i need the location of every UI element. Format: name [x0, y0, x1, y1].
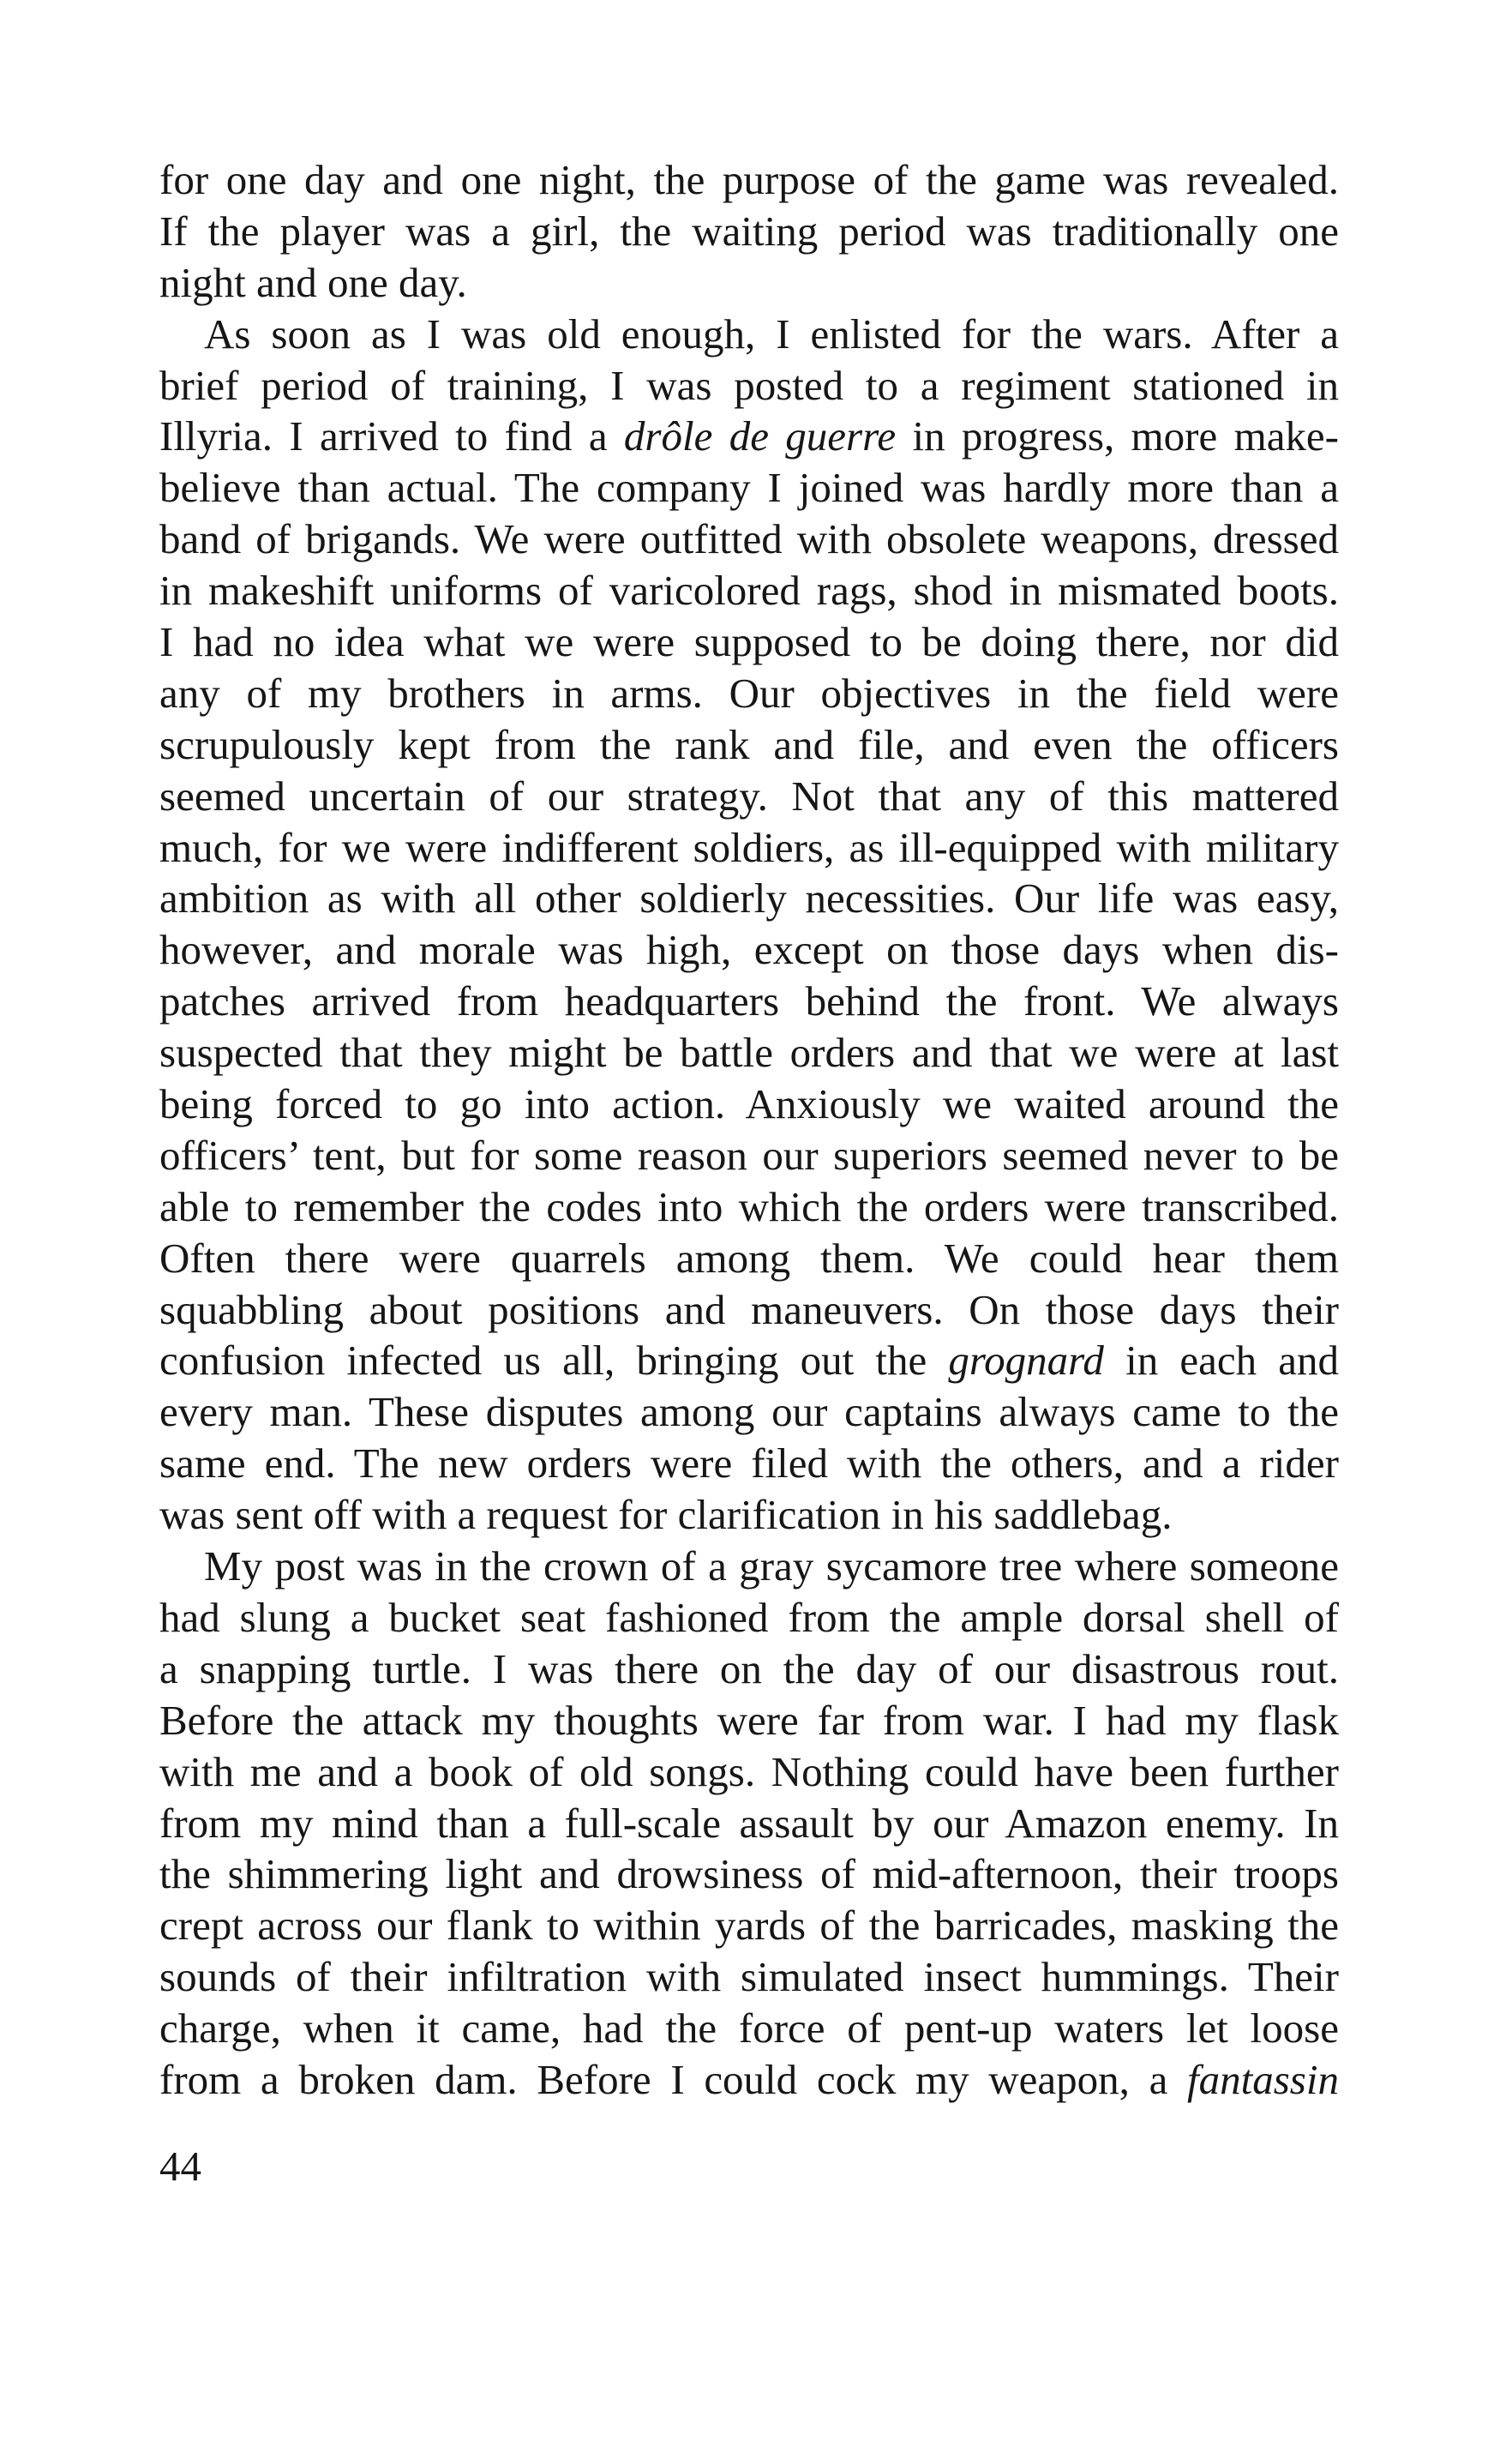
paragraph — [159, 1541, 1339, 2106]
text-line: much, for we were indifferent soldiers, as ill-equipped with military — [159, 823, 1339, 871]
text-line — [159, 411, 1339, 462]
text-line: believe than actual. The company I joined was hardly more than a — [159, 464, 1339, 512]
text-line: however, and morale was high, except on those days when dis- — [159, 926, 1339, 974]
italic-phrase: fantassin — [1187, 2055, 1339, 2103]
text-line: Before the attack my thoughts were far from war. I had my flask — [159, 1696, 1339, 1744]
text-line: had slung a bucket seat fashioned from the ample dorsal shell of — [159, 1593, 1339, 1641]
text-line: ambition as with all other soldierly necessities. Our life was easy, — [159, 874, 1339, 922]
text-line: the shimmering light and drowsiness of mid-afternoon, their troops — [159, 1850, 1339, 1898]
text-line: If the player was a girl, the waiting period was traditionally one — [159, 207, 1339, 255]
text-line: with me and a book of old songs. Nothing could have been further — [159, 1747, 1339, 1795]
italic-phrase: grognard — [948, 1337, 1104, 1385]
text-segment: in progress, more make- — [896, 412, 1340, 460]
text-line: scrupulously kept from the rank and file, and even the officers — [159, 720, 1339, 768]
italic-phrase: drôle de guerre — [623, 412, 897, 460]
text-line: a snapping turtle. I was there on the day of our disastrous rout. — [159, 1644, 1339, 1692]
text-line — [159, 1335, 1339, 1386]
text-line: from my mind than a full-scale assault by our Amazon enemy. In — [159, 1799, 1339, 1847]
text-line: for one day and one night, the purpose of the game was revealed. — [159, 156, 1339, 203]
text-line: suspected that they might be battle orders and that we were at last — [159, 1029, 1339, 1077]
text-line: band of brigands. We were outfitted with obsolete weapons, dressed — [159, 515, 1339, 563]
text-segment: Illyria. I arrived to find a — [159, 412, 624, 460]
text-line: seemed uncertain of our strategy. Not that any of this mattered — [159, 772, 1339, 820]
paragraph — [159, 309, 1339, 1541]
text-line: sounds of their infiltration with simulated insect hummings. Their — [159, 1953, 1339, 2001]
text-line: any of my brothers in arms. Our objectives in the field were — [159, 669, 1339, 717]
page-number: 44 — [159, 2142, 201, 2190]
text-line: in makeshift uniforms of varicolored rags, shod in mismated boots. — [159, 567, 1339, 615]
text-line: As soon as I was old enough, I enlisted for the wars. After a — [204, 310, 1339, 358]
text-segment: confusion infected us all, bringing out the — [159, 1337, 949, 1385]
text-line: crept across our flank to within yards of the barricades, masking the — [159, 1902, 1339, 1950]
text-line: charge, when it came, had the force of pent-up waters let loose — [159, 2004, 1339, 2052]
text-line: same end. The new orders were filed with the others, and a rider — [159, 1439, 1339, 1487]
text-line: Often there were quarrels among them. We could hear them — [159, 1234, 1339, 1282]
text-line: My post was in the crown of a gray sycamore tree where someone — [204, 1542, 1339, 1590]
body-text — [159, 154, 1339, 2106]
text-line: being forced to go into action. Anxiously we waited around the — [159, 1080, 1339, 1128]
text-line: able to remember the codes into which the orders were transcribed. — [159, 1182, 1339, 1230]
paragraph — [159, 154, 1339, 309]
text-line: patches arrived from headquarters behind the front. We always — [159, 977, 1339, 1025]
text-line: night and one day. — [159, 258, 467, 306]
text-line: squabbling about positions and maneuvers. On those days their — [159, 1285, 1339, 1333]
text-line: every man. These disputes among our captains always came to the — [159, 1388, 1339, 1436]
text-segment: from a broken dam. Before I could cock my weapon, a — [159, 2055, 1188, 2103]
text-line: brief period of training, I was posted to a regiment stationed in — [159, 361, 1339, 409]
text-line: I had no idea what we were supposed to be doing there, nor did — [159, 618, 1339, 666]
text-segment: in each and — [1103, 1337, 1340, 1385]
text-line — [159, 2054, 1339, 2106]
text-line: officers’ tent, but for some reason our superiors seemed never to be — [159, 1131, 1339, 1179]
text-line: was sent off with a request for clarification in his saddlebag. — [159, 1491, 1173, 1539]
